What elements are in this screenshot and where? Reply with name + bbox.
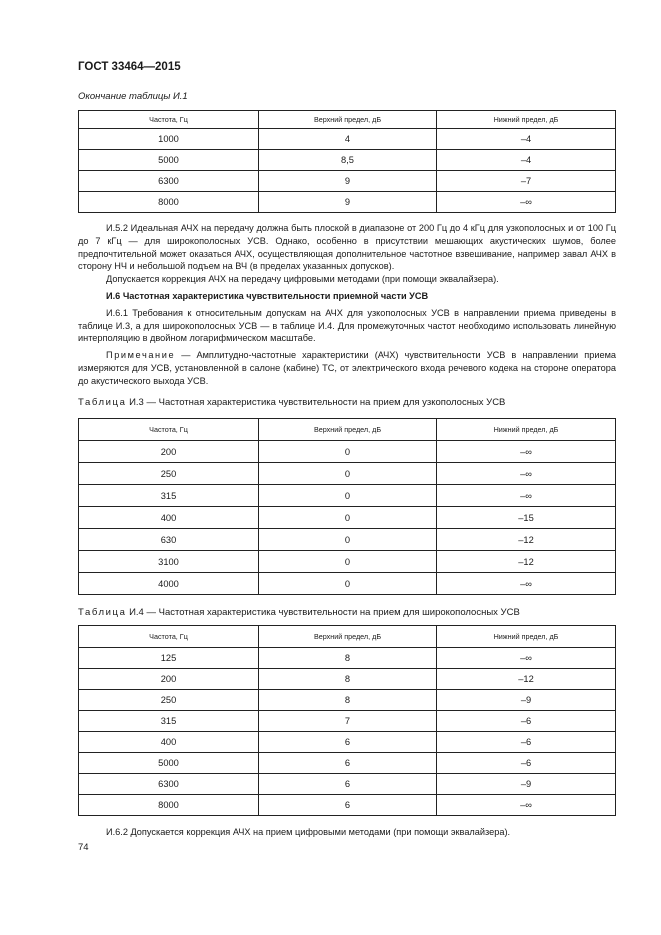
cell-upper-limit: 6 [259,753,437,774]
col-frequency: Частота, Гц [79,419,259,441]
cell-frequency: 3100 [79,551,259,573]
cell-frequency: 400 [79,507,259,529]
col-upper-limit: Верхний предел, дБ [259,419,437,441]
table1-caption: Окончание таблицы И.1 [78,91,188,102]
table-row [79,711,616,732]
table-row [79,529,616,551]
table4-caption [78,607,520,618]
table-row [79,485,616,507]
cell-lower-limit: –12 [437,551,616,573]
col-frequency: Частота, Гц [79,111,259,129]
table-row [79,732,616,753]
table4 [78,625,616,816]
note [78,349,616,387]
cell-upper-limit: 6 [259,795,437,816]
cell-upper-limit: 0 [259,441,437,463]
cell-upper-limit: 6 [259,732,437,753]
cell-upper-limit: 0 [259,529,437,551]
table-row [79,795,616,816]
cell-lower-limit: –15 [437,507,616,529]
cell-lower-limit: –7 [437,171,616,192]
col-lower-limit: Нижний предел, дБ [437,626,616,648]
cell-lower-limit: –4 [437,129,616,150]
cell-frequency: 4000 [79,573,259,595]
cell-frequency: 5000 [79,150,259,171]
paragraph-6-2: И.6.2 Допускается коррекция АЧХ на прием цифровыми методами (при помощи эквалайзера). [106,827,511,837]
cell-frequency: 5000 [79,753,259,774]
cell-lower-limit: –12 [437,669,616,690]
cell-upper-limit: 0 [259,507,437,529]
table4-label: Таблица [78,607,127,618]
cell-lower-limit: –9 [437,690,616,711]
cell-frequency: 400 [79,732,259,753]
cell-upper-limit: 7 [259,711,437,732]
table-header-row [79,626,616,648]
cell-frequency: 250 [79,463,259,485]
cell-upper-limit: 8,5 [259,150,437,171]
cell-lower-limit: –∞ [437,485,616,507]
table3-title: И.3 — Частотная характеристика чувствительности на прием для узкополосных УСВ [126,397,506,408]
col-lower-limit: Нижний предел, дБ [437,419,616,441]
cell-lower-limit: –∞ [437,573,616,595]
paragraph-5-2: И.5.2 Идеальная АЧХ на передачу должна быть плоской в диапазоне от 200 Гц до 4 кГц для узкополосных и от 100 Гц до 7 кГц — для широкополосных УСВ. Однако, особенно в присутствии мешающих акустических шумов, более предпочтительной может оказаться АЧХ, осуществляющая дополнительное частотное взвешивание, например завал АЧХ в сторону НЧ и небольшой подъем на ВЧ (в пределах указанных допусков). [78,223,616,272]
table-row [79,669,616,690]
cell-upper-limit: 9 [259,192,437,213]
table-row [79,192,616,213]
table-row [79,573,616,595]
table3-label: Таблица [78,397,127,408]
cell-frequency: 1000 [79,129,259,150]
table4-title: И.4 — Частотная характеристика чувствительности на прием для широкополосных УСВ [126,607,520,618]
cell-frequency: 315 [79,711,259,732]
cell-upper-limit: 8 [259,690,437,711]
table-row [79,774,616,795]
cell-frequency: 315 [79,485,259,507]
note-label: Примечание [106,350,176,361]
cell-lower-limit: –6 [437,732,616,753]
cell-lower-limit: –12 [437,529,616,551]
table-row [79,463,616,485]
cell-lower-limit: –9 [437,774,616,795]
cell-lower-limit: –6 [437,753,616,774]
cell-frequency: 6300 [79,774,259,795]
table-header-row [79,111,616,129]
cell-frequency: 8000 [79,795,259,816]
cell-upper-limit: 6 [259,774,437,795]
page-number: 74 [78,842,89,853]
table-row [79,441,616,463]
col-upper-limit: Верхний предел, дБ [259,111,437,129]
cell-lower-limit: –∞ [437,441,616,463]
cell-frequency: 125 [79,648,259,669]
table-row [79,648,616,669]
paragraph-5-2-correction: Допускается коррекция АЧХ на передачу цифровыми методами (при помощи эквалайзера). [106,274,499,285]
cell-frequency: 250 [79,690,259,711]
cell-frequency: 200 [79,669,259,690]
table-row [79,171,616,192]
cell-upper-limit: 4 [259,129,437,150]
cell-upper-limit: 0 [259,463,437,485]
cell-frequency: 8000 [79,192,259,213]
col-lower-limit: Нижний предел, дБ [437,111,616,129]
cell-upper-limit: 9 [259,171,437,192]
table3 [78,418,616,595]
table-row [79,129,616,150]
col-frequency: Частота, Гц [79,626,259,648]
cell-upper-limit: 0 [259,573,437,595]
cell-lower-limit: –∞ [437,648,616,669]
cell-frequency: 6300 [79,171,259,192]
table-row [79,150,616,171]
table-row [79,507,616,529]
cell-upper-limit: 0 [259,485,437,507]
note-text: — Амплитудно-частотные характеристики (АЧХ) чувствительности УСВ в направлении приема измеряются для УСВ, установленной в салоне (кабине) ТС, от электрического входа речевого кодека на стороне оператора до акустического выхода УСВ. [78,350,616,386]
table-row [79,690,616,711]
col-upper-limit: Верхний предел, дБ [259,626,437,648]
document-header: ГОСТ 33464—2015 [78,61,181,73]
table3-caption [78,397,505,408]
table-row [79,753,616,774]
cell-upper-limit: 8 [259,669,437,690]
cell-upper-limit: 0 [259,551,437,573]
table1 [78,110,616,213]
cell-lower-limit: –∞ [437,463,616,485]
table-row [79,551,616,573]
table-header-row [79,419,616,441]
cell-lower-limit: –∞ [437,795,616,816]
cell-frequency: 200 [79,441,259,463]
paragraph-6-1: И.6.1 Требования к относительным допускам на АЧХ для узкополосных УСВ в направлении приема приведены в таблице И.3, а для широкополосных УСВ — в таблице И.4. Для промежуточных частот необходимо использовать линейную интерполяцию в двойном логарифмическом масштабе. [78,307,616,344]
cell-lower-limit: –∞ [437,192,616,213]
cell-lower-limit: –6 [437,711,616,732]
cell-lower-limit: –4 [437,150,616,171]
section-6-heading: И.6 Частотная характеристика чувствительности приемной части УСВ [106,290,429,301]
section-5-2 [78,222,616,388]
cell-frequency: 630 [79,529,259,551]
cell-upper-limit: 8 [259,648,437,669]
